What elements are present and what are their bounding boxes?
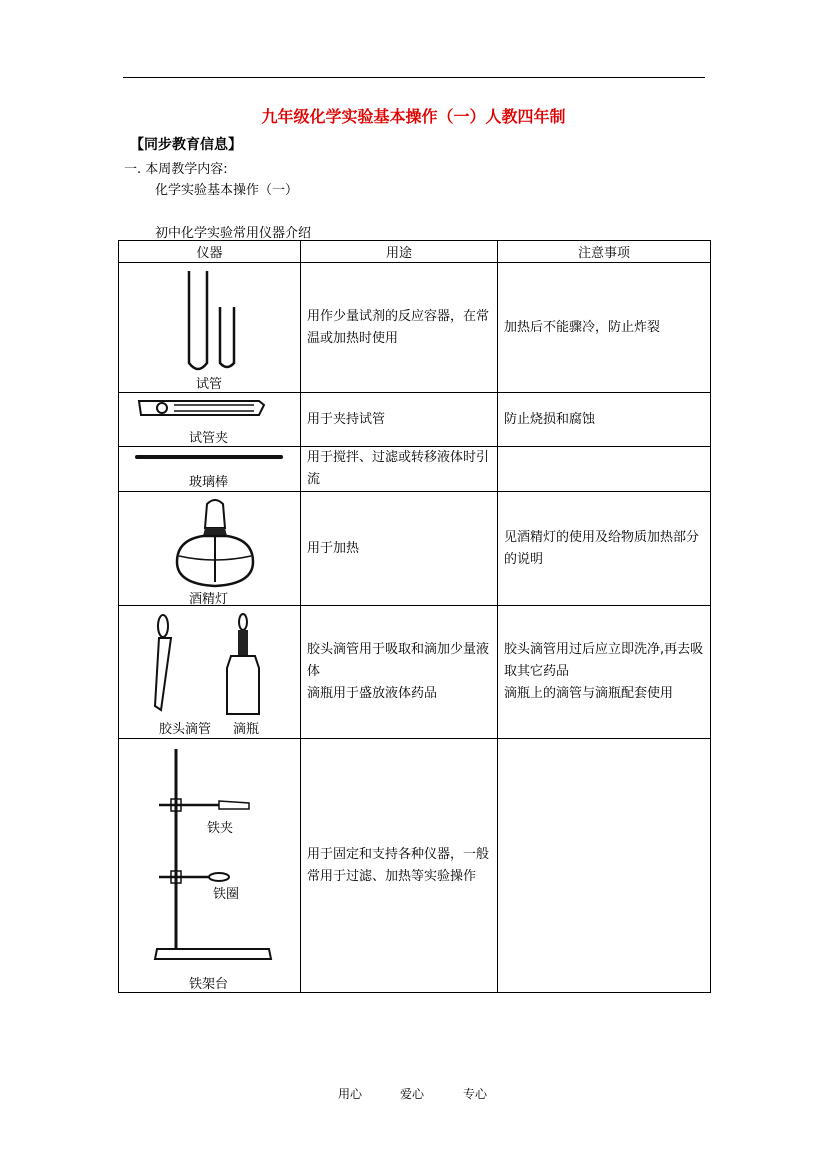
instrument-cell [119, 447, 301, 492]
footer-text: 用心 [338, 1087, 363, 1101]
notes-cell: 加热后不能骤冷，防止炸裂 [498, 263, 711, 393]
iron-stand-illustration [119, 739, 301, 993]
table-row [119, 447, 711, 492]
table-row [119, 492, 711, 606]
col-header-use: 用途 [301, 241, 498, 263]
col-header-notes: 注意事项 [498, 241, 711, 263]
instrument-cell [119, 263, 301, 393]
instrument-cell [119, 606, 301, 739]
instrument-label: 滴瓶 [233, 722, 260, 737]
instrument-label: 铁架台 [189, 977, 229, 992]
instrument-label: 试管 [196, 377, 223, 392]
footer-text: 专心 [463, 1087, 488, 1101]
use-cell: 用于加热 [301, 492, 498, 606]
instrument-label: 铁夹 [207, 821, 234, 836]
col-header-instrument: 仪器 [119, 241, 301, 263]
notes-cell: 防止烧损和腐蚀 [498, 393, 711, 447]
table-row [119, 263, 711, 393]
header-rule [123, 77, 705, 78]
instrument-label: 玻璃棒 [189, 475, 229, 490]
instrument-label: 铁圈 [213, 887, 240, 902]
instrument-cell [119, 739, 301, 993]
table-row [119, 393, 711, 447]
table-header-row [119, 241, 711, 263]
use-cell: 用作少量试剂的反应容器，在常温或加热时使用 [301, 263, 498, 393]
table-row [119, 606, 711, 739]
content-label: 一. 本周教学内容: [124, 162, 228, 177]
use-cell: 用于搅拌、过滤或转移液体时引流 [301, 447, 498, 492]
table-row [119, 739, 711, 993]
instrument-label: 试管夹 [189, 431, 229, 446]
instrument-label: 胶头滴管 [159, 722, 212, 737]
instrument-cell [119, 492, 301, 606]
topic: 化学实验基本操作（一） [155, 183, 299, 198]
instrument-cell [119, 393, 301, 447]
use-cell: 用于夹持试管 [301, 393, 498, 447]
page-title: 九年级化学实验基本操作（一）人教四年制 [261, 107, 566, 126]
use-cell: 用于固定和支持各种仪器，一般常用于过滤、加热等实验操作 [301, 739, 498, 993]
notes-cell: 见酒精灯的使用及给物质加热部分的说明 [498, 492, 711, 606]
notes-cell [498, 739, 711, 993]
notes-cell [498, 447, 711, 492]
instrument-table [118, 240, 711, 993]
table-caption: 初中化学实验常用仪器介绍 [155, 226, 312, 241]
notes-cell: 胶头滴管用过后应立即洗净,再去吸取其它药品 滴瓶上的滴管与滴瓶配套使用 [498, 606, 711, 739]
footer-text: 爱心 [400, 1087, 425, 1101]
section-heading: 【同步教育信息】 [130, 137, 242, 153]
instrument-label: 酒精灯 [189, 592, 229, 607]
use-cell: 胶头滴管用于吸取和滴加少量液体 滴瓶用于盛放液体药品 [301, 606, 498, 739]
